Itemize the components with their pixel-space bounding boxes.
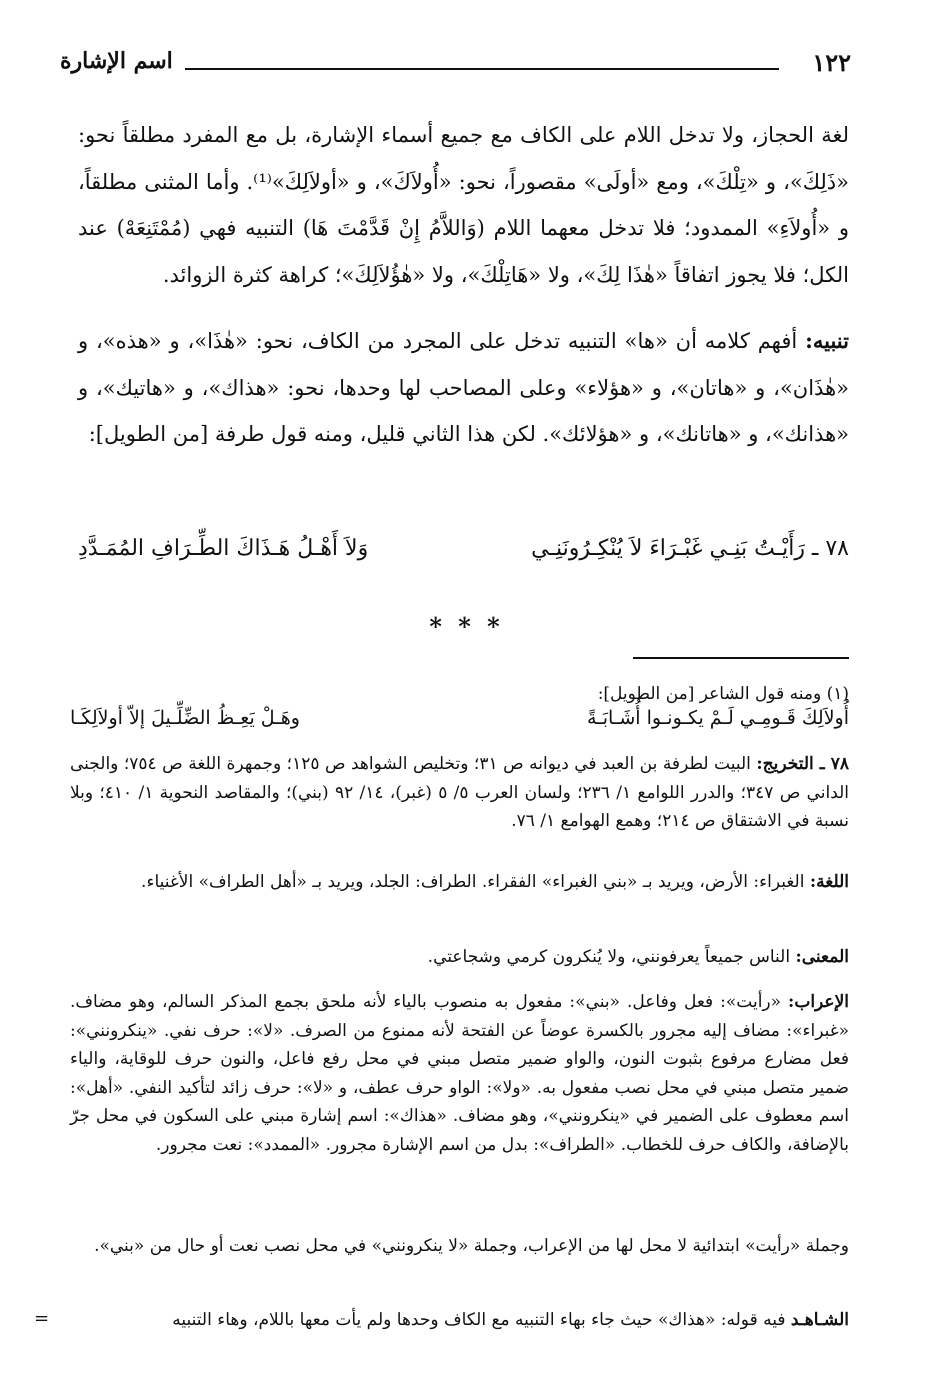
maana-text: الناس جميعاً يعرفونني، ولا يُنكرون كرمي وشجاعتي. <box>427 947 791 967</box>
header-rule <box>185 68 779 70</box>
takhrij-text: البيت لطرفة بن العبد في ديوانه ص ٣١؛ وتخليص الشواهد ص ١٢٥؛ وجمهرة اللغة ص ٧٥٤؛ والجنى الداني ص ٣٤٧؛ والدرر اللوامع ١/ ٢٣٦؛ ولسان العرب ٥/ ٥ (غبر)، ١٤/ ٩٢ (بني)؛ والمقاصد النحوية ١/ ٤١٠؛ وبلا نسبة في الاشتقاق ص ٢١٤؛ وهمع الهوامع ١/ ٧٦. <box>70 754 850 831</box>
paragraph-1: لغة الحجاز، ولا تدخل اللام على الكاف مع جميع أسماء الإشارة، بل مع المفرد مطلقاً نحو: «ذَلِكَ»، و «تِلْكَ»، ومع «أولَى» مقصوراً، نحو: «أُولاَكَ»، و «أولاَلِكَ»⁽¹⁾. وأما المثنى مطلقاً، و «أُولاَءِ» الممدود؛ فلا تدخل معهما اللام (وَاللاَّمُ إِنْ قَدَّمْتَ هَا) التنبيه فهي (مُمْتَنِعَهْ) عند الكل؛ فلا يجوز اتفاقاً «هٰذَا لِكَ»، ولا «هَاتِلْكَ»، ولا «هٰؤُلاَلِكَ»؛ كراهة كثرة الزوائد. <box>78 123 849 287</box>
verse-second-hemistich: وَلاَ أَهْـلُ هَـذَاكَ الطِّـرَافِ المُمَـدَّدِ <box>78 536 369 561</box>
lugha-label: اللغة: <box>809 872 849 892</box>
continuation-mark: = <box>34 1308 50 1329</box>
section-separator: * * * <box>429 612 504 641</box>
verse-78 <box>78 532 849 576</box>
paragraph-2-text: أفهم كلامه أن «ها» التنبيه تدخل على المجرد من الكاف، نحو: «هٰذَا»، و «هذه»، و «هٰذَان»، و «هاتان»، و «هؤلاء» وعلى المصاحب لها وحدها، نحو: «هذاك»، و «هاتيك»، و «هذانك»، و «هاتانك»، و «هؤلائك». لكن هذا الثاني قليل، ومنه قول طرفة [من الطويل]: <box>78 329 849 446</box>
shahid-label: الشـاهـد <box>790 1310 849 1330</box>
footnote-shahid <box>70 1306 849 1335</box>
running-header <box>60 42 851 82</box>
paragraph-2 <box>78 318 849 458</box>
lugha-text: الغبراء: الأرض، ويريد بـ «بني الغبراء» الفقراء. الطراف: الجلد، ويريد بـ «أهل الطراف» الأغنياء. <box>141 872 805 892</box>
page-number: ١٢٢ <box>812 48 851 77</box>
footnote-1-verse <box>70 707 849 737</box>
footnote-1-intro <box>70 680 849 709</box>
verse-first-hemistich: رَأَيْـتُ بَنِـي غَبْـرَاءَ لاَ يُنْكِـرُونَنِـي <box>531 536 805 561</box>
footnote-maana <box>70 943 849 972</box>
footnote-verse-second-hemistich: وهَـلْ يَعِـظُ الضِّلِّـيلَ إلاّ أولاَلِكَـا <box>70 707 300 729</box>
maana-label: المعنى: <box>795 947 849 967</box>
footnote-takhrij <box>70 750 849 836</box>
irab-label: الإعراب: <box>788 992 849 1012</box>
footnote-irab <box>70 988 849 1159</box>
main-text <box>78 112 849 458</box>
footnote-1-text: (١) ومنه قول الشاعر [من الطويل]: <box>597 684 849 704</box>
note-label: تنبيه: <box>805 328 849 353</box>
footnote-lugha <box>70 868 849 897</box>
takhrij-label: ٧٨ ـ التخريج: <box>756 754 849 774</box>
verse-number: ٧٨ ـ <box>811 536 849 561</box>
chapter-title: اسم الإشارة <box>60 48 173 74</box>
footnote-rule <box>633 657 849 659</box>
footnote-jumla <box>70 1232 849 1261</box>
irab-text: «رأيت»: فعل وفاعل. «بني»: مفعول به منصوب بالياء لأنه ملحق بجمع المذكر السالم، وهو مضاف. «غبراء»: مضاف إليه مجرور بالكسرة عوضاً عن الفتحة لأنه ممنوع من الصرف. «لا»: حرف نفي. «ينكرونني»: فعل مضارع مرفوع بثبوت النون، والواو ضمير متصل مبني في محل رفع فاعل، والنون حرف للوقاية، والياء ضمير متصل مبني في محل نصب مفعول به. «ولا»: الواو حرف عطف، و «لا»: حرف زائد لتأكيد النفي. «أهل»: اسم معطوف على الضمير في «ينكرونني»، وهو مضاف. «هذاك»: اسم إشارة مبني على السكون في محل جرّ بالإضافة، والكاف حرف للخطاب. «الطراف»: بدل من اسم الإشارة مجرور. «الممدد»: نعت مجرور. <box>70 992 849 1155</box>
jumla-text: وجملة «رأيت» ابتدائية لا محل لها من الإعراب، وجملة «لا ينكرونني» في محل نصب نعت أو حال من «بني». <box>94 1236 849 1256</box>
shahid-text: فيه قوله: «هذاك» حيث جاء بهاء التنبيه مع الكاف وحدها ولم يأت معها باللام، وهاء التنبيه <box>172 1310 786 1330</box>
footnote-verse-first-hemistich: أُولاَلِكَ قَـومِـي لَـمْ يكـونـوا أُشَـابَـةً <box>586 707 849 729</box>
